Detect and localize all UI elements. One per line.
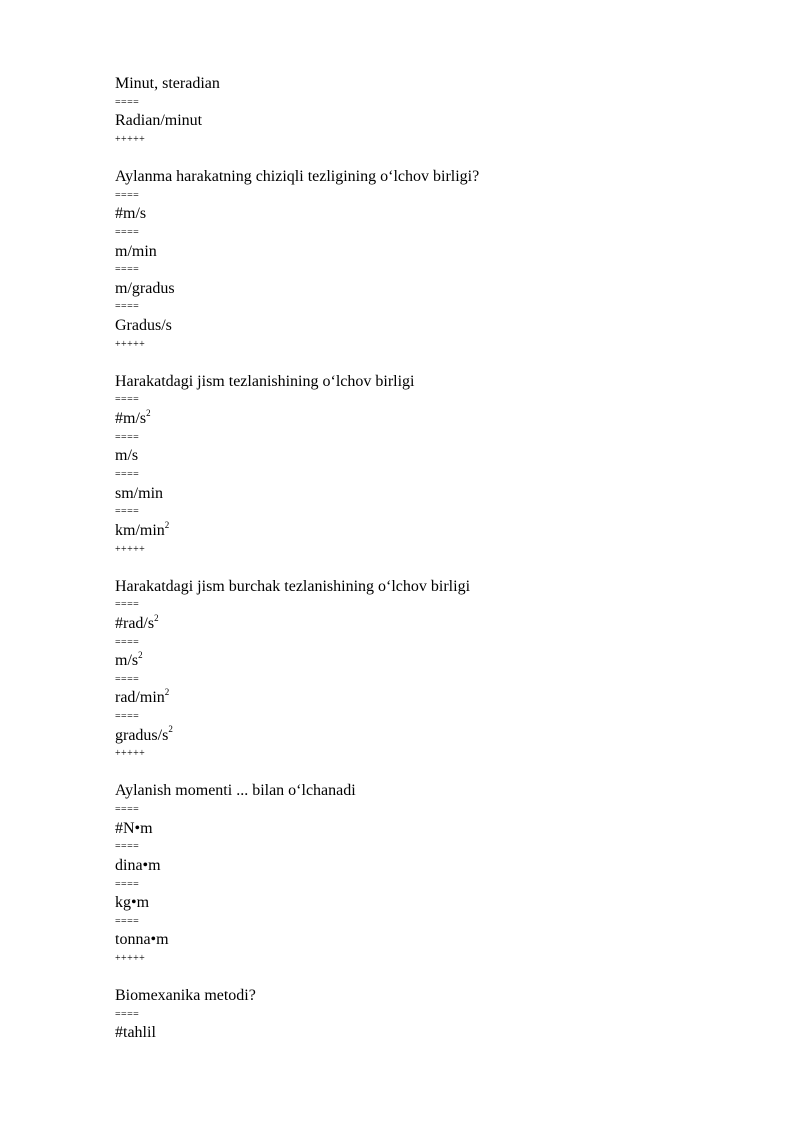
answer-option: m/gradus — [115, 279, 175, 297]
answer-option — [115, 689, 715, 708]
answer-option: Gradus/s — [115, 317, 172, 335]
question-text: Biomexanika metodi? — [115, 987, 256, 1005]
question-text: Aylanish momenti ... bilan o‘lchanadi — [115, 782, 356, 800]
correct-answer — [115, 612, 715, 634]
option-separator: ==== — [115, 469, 140, 480]
question-text: Harakatdagi jism burchak tezlanishining o‘lchov birligi — [115, 577, 471, 595]
question-text: Harakatdagi jism tezlanishining o‘lchov birligi — [115, 372, 415, 390]
spacer — [115, 764, 715, 782]
option-separator: ==== — [115, 189, 140, 201]
answer-option: tonna•m — [115, 931, 169, 949]
unit-base: rad/min — [115, 689, 165, 707]
option-separator: ==== — [115, 301, 140, 313]
answer-option — [115, 519, 715, 541]
answer-option — [115, 724, 715, 746]
option-separator: ==== — [115, 804, 140, 816]
correct-answer — [115, 407, 715, 429]
answer-option: kg•m — [115, 894, 150, 912]
answer-option: sm/min — [115, 484, 164, 502]
unit-exponent: 2 — [146, 407, 151, 418]
unit-base: #m/s — [115, 410, 147, 428]
option-separator: ==== — [115, 1008, 140, 1020]
spacer — [115, 150, 715, 168]
option-separator: ==== — [115, 431, 140, 443]
question-separator: +++++ — [115, 953, 146, 965]
question-text: Aylanma harakatning chiziqli tezligining o‘lchov birligi? — [115, 167, 480, 185]
correct-answer: #m/s — [115, 205, 147, 223]
question-separator: +++++ — [115, 338, 146, 350]
option-separator: ==== — [115, 878, 140, 890]
answer-option — [115, 649, 715, 671]
question-separator: +++++ — [115, 748, 146, 760]
unit-base: m/s — [115, 652, 139, 670]
question-separator: +++++ — [115, 133, 146, 145]
correct-answer: #tahlil — [115, 1024, 156, 1042]
option-separator: ==== — [115, 264, 140, 276]
document-page — [115, 75, 715, 1043]
unit-exponent: 2 — [168, 724, 173, 735]
option-separator: ==== — [115, 915, 140, 927]
unit-base: km/min — [115, 521, 165, 539]
answer-option: Minut, steradian — [115, 75, 220, 92]
option-separator: ==== — [115, 841, 140, 853]
unit-base: gradus/s — [115, 726, 169, 744]
option-separator: ==== — [115, 599, 140, 611]
unit-exponent: 2 — [164, 519, 170, 530]
answer-option: m/min — [115, 242, 157, 260]
answer-option: dina•m — [115, 856, 161, 874]
option-separator: ==== — [115, 394, 140, 406]
spacer — [115, 354, 715, 372]
option-separator: ==== — [115, 711, 140, 723]
option-separator: ==== — [115, 506, 140, 518]
unit-exponent: 2 — [154, 612, 159, 623]
unit-exponent: 2 — [164, 687, 170, 698]
unit-base: #rad/s — [115, 614, 155, 632]
option-separator: ==== — [115, 673, 140, 685]
option-separator: ==== — [115, 226, 140, 238]
correct-answer: #N•m — [115, 819, 153, 837]
answer-option: m/s — [115, 447, 139, 465]
option-separator: ==== — [115, 96, 140, 108]
spacer — [115, 969, 715, 987]
answer-option: Radian/minut — [115, 112, 203, 130]
unit-exponent: 2 — [138, 649, 143, 660]
question-separator: +++++ — [115, 543, 146, 555]
spacer — [115, 559, 715, 577]
option-separator: ==== — [115, 636, 140, 648]
